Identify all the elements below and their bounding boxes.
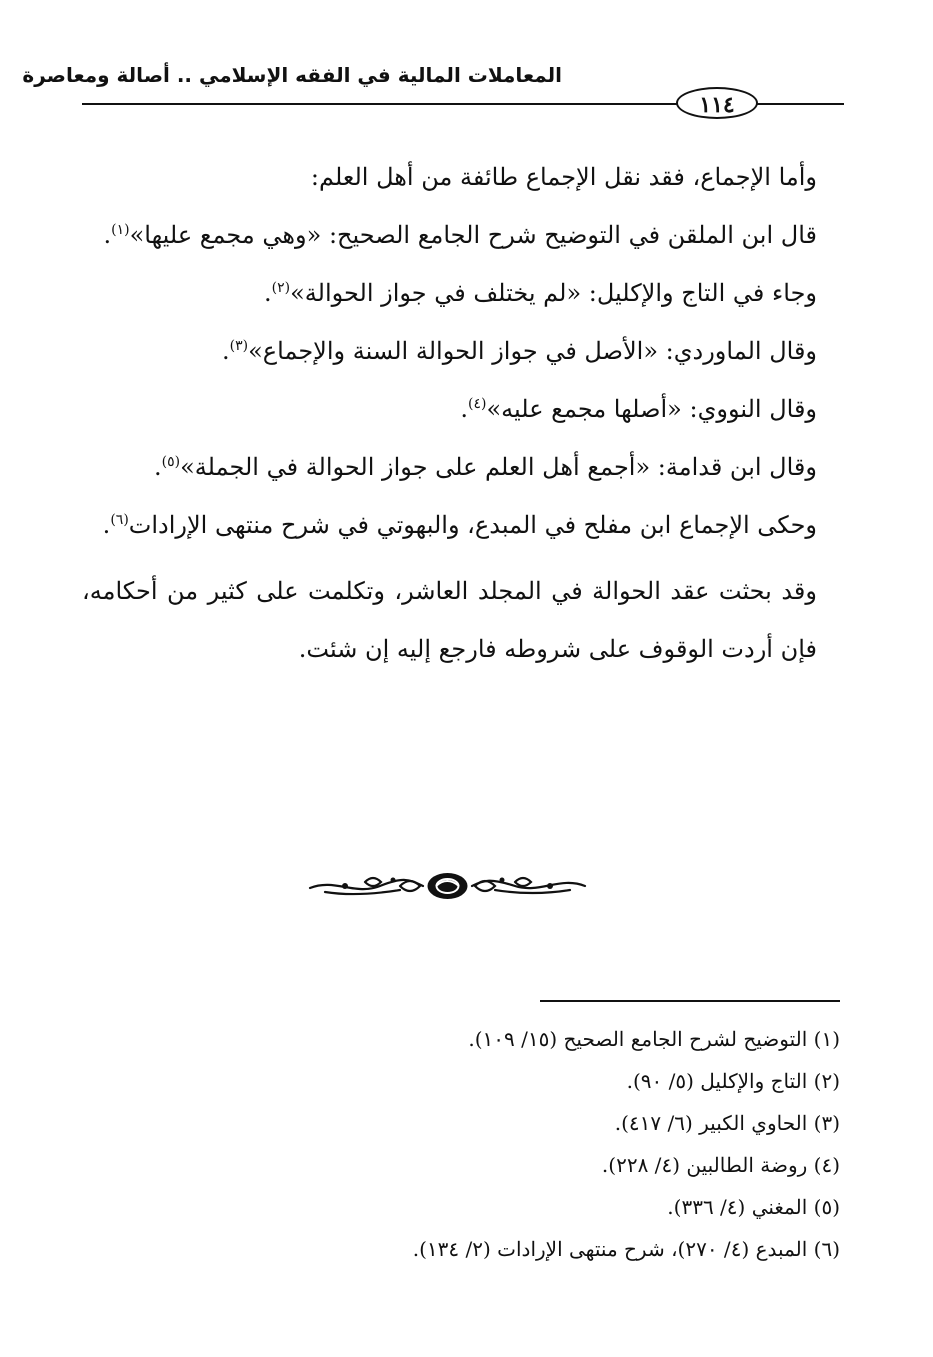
footnote-ref: (٥) [161, 454, 181, 470]
footnote-ref: (٦) [110, 512, 129, 528]
page-number: ١١٤ [676, 87, 758, 119]
footnote-rule [540, 1000, 840, 1002]
paragraph: وقد بحثت عقد الحوالة في المجلد العاشر، وتكلمت على كثير من أحكامه، فإن أردت الوقوف على شروطه فارجع إليه إن شئت. [82, 577, 817, 663]
footnote-ref: (١) [111, 222, 130, 238]
running-header-title: المعاملات المالية في الفقه الإسلامي .. أصالة ومعاصرة [22, 63, 562, 87]
paragraph: قال ابن الملقن في التوضيح شرح الجامع الصحيح: «وهي مجمع عليها»$^{(١)}$. [103, 221, 817, 249]
paragraph: وقال الماوردي: «الأصل في جواز الحوالة السنة والإجماع»$^{(٣)}$. [222, 337, 817, 365]
footnote: (٤) روضة الطالبين (٤/ ٢٢٨). [601, 1153, 840, 1177]
paragraph: وقال ابن قدامة: «أجمع أهل العلم على جواز الحوالة في الجملة»$^{(٥)}$. [154, 453, 817, 481]
paragraph: وجاء في التاج والإكليل: «لم يختلف في جواز الحوالة»$^{(٢)}$. [263, 279, 817, 307]
paragraph: وقال النووي: «أصلها مجمع عليه»$^{(٤)}$. [460, 395, 817, 423]
ornament-divider-icon [305, 866, 590, 906]
paragraph: وأما الإجماع، فقد نقل الإجماع طائفة من أهل العلم: [310, 163, 817, 191]
footnote: (٦) المبدع (٤/ ٢٧٠)، شرح منتهى الإرادات (٢/ ١٣٤). [412, 1237, 840, 1261]
body-text [82, 148, 817, 678]
footnote: (١) التوضيح لشرح الجامع الصحيح (١٥/ ١٠٩). [468, 1027, 840, 1051]
footnote-ref: (٣) [229, 338, 249, 354]
footnote: (٥) المغني (٤/ ٣٣٦). [667, 1195, 840, 1219]
footnote: (٢) التاج والإكليل (٥/ ٩٠). [626, 1069, 840, 1093]
footnote-ref: (٢) [271, 280, 291, 296]
footnote-ref: (٤) [468, 396, 487, 412]
footnote: (٣) الحاوي الكبير (٦/ ٤١٧). [614, 1111, 840, 1135]
paragraph: وحكى الإجماع ابن مفلح في المبدع، والبهوتي في شرح منتهى الإرادات$^{(٦)}$. [102, 511, 817, 539]
footnotes [200, 1018, 840, 1270]
